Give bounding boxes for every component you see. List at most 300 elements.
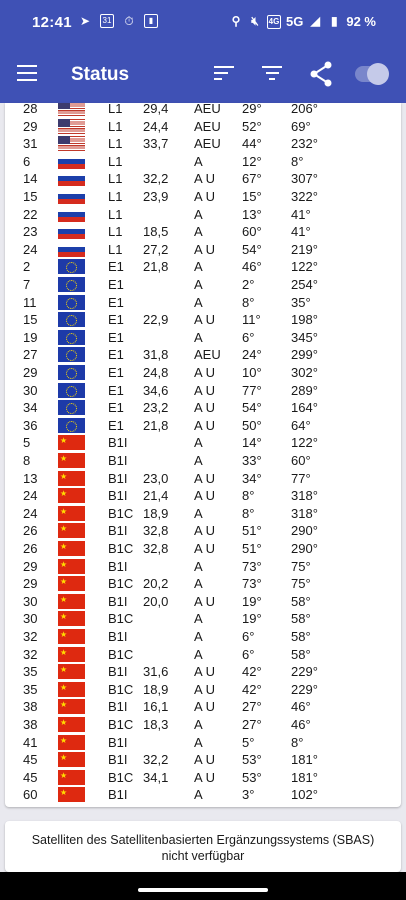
signal-strength: 34,1 (143, 769, 169, 785)
satellite-prn: 30 (23, 611, 38, 627)
azimuth: 206° (291, 103, 318, 116)
table-row[interactable] (5, 734, 401, 752)
azimuth: 229° (291, 681, 318, 697)
signal-strength: 20,2 (143, 576, 169, 592)
azimuth: 232° (291, 136, 318, 152)
flag-cn-icon (58, 541, 85, 556)
azimuth: 345° (291, 329, 318, 345)
carrier-band: L1 (108, 241, 123, 257)
satellite-prn: 29 (23, 576, 38, 592)
table-row[interactable] (5, 206, 401, 224)
satellite-prn: 2 (23, 259, 31, 275)
satellite-flags: A (194, 646, 203, 662)
azimuth: 46° (291, 699, 311, 715)
satellite-prn: 23 (23, 224, 38, 240)
satellite-flags: A (194, 277, 203, 292)
signal-strength: 21,4 (143, 488, 169, 504)
sbas-card (5, 821, 401, 872)
satellite-flags: A U (194, 400, 215, 416)
satellite-prn: 35 (23, 681, 38, 697)
elevation: 8° (242, 505, 255, 521)
azimuth: 318° (291, 505, 318, 521)
signal-strength: 20,0 (143, 593, 169, 609)
system-status-bar (0, 0, 406, 47)
table-row[interactable] (5, 103, 401, 118)
notification-icons (78, 14, 158, 29)
flag-cn-icon (58, 735, 85, 750)
carrier-band: B1C (108, 541, 134, 556)
flag-eu-icon (58, 365, 85, 380)
flag-eu-icon (58, 312, 85, 327)
azimuth: 60° (291, 453, 311, 468)
table-row[interactable] (5, 558, 401, 576)
satellite-prn: 22 (23, 206, 38, 222)
table-row[interactable] (5, 346, 401, 364)
satellite-flags: A (194, 558, 203, 574)
flag-cn-icon (58, 787, 85, 802)
sort-icon[interactable] (214, 66, 234, 84)
elevation: 11° (242, 312, 261, 328)
flag-cn-icon (58, 699, 85, 714)
elevation: 12° (242, 153, 262, 169)
flag-ru-icon (58, 207, 85, 222)
azimuth: 164° (291, 400, 318, 416)
signal-strength: 33,7 (143, 136, 169, 152)
satellite-prn: 6 (23, 153, 31, 169)
filter-icon[interactable] (262, 66, 282, 84)
satellite-flags: A (194, 329, 203, 345)
carrier-band: L1 (108, 136, 123, 152)
satellite-flags: A U (194, 681, 215, 697)
share-icon[interactable] (309, 61, 333, 87)
satellite-prn: 45 (23, 769, 38, 785)
satellite-prn: 24 (23, 488, 38, 504)
flag-cn-icon (58, 682, 85, 697)
elevation: 50° (242, 417, 262, 433)
azimuth: 318° (291, 488, 318, 504)
location-icon: ⚲ (231, 14, 241, 28)
carrier-band: L1 (108, 224, 123, 240)
signal-strength: 23,0 (143, 470, 169, 486)
satellite-prn: 41 (23, 734, 38, 750)
table-row[interactable] (5, 522, 401, 540)
satellite-prn: 29 (23, 365, 38, 380)
elevation: 19° (242, 611, 262, 627)
phone-icon: ▮ (144, 14, 158, 28)
satellite-prn: 15 (23, 312, 38, 328)
satellite-flags: A U (194, 470, 215, 486)
flag-ru-icon (58, 189, 85, 204)
satellite-flags: A U (194, 171, 215, 187)
table-row[interactable] (5, 417, 401, 435)
network-type: 5G (286, 14, 304, 29)
flag-eu-icon (58, 383, 85, 398)
elevation: 52° (242, 118, 262, 134)
azimuth: 102° (291, 787, 318, 803)
elevation: 42° (242, 664, 262, 680)
elevation: 54° (242, 241, 262, 257)
azimuth: 229° (291, 664, 318, 680)
elevation: 42° (242, 681, 262, 697)
satellite-flags: A U (194, 417, 215, 433)
elevation: 24° (242, 347, 262, 363)
flag-eu-icon (58, 347, 85, 362)
azimuth: 35° (291, 294, 311, 310)
table-row[interactable] (5, 329, 401, 347)
elevation: 54° (242, 400, 262, 416)
azimuth: 75° (291, 558, 311, 574)
signal-strength: 16,1 (143, 699, 169, 715)
satellite-prn: 8 (23, 453, 31, 468)
timer-icon: ⏱ (124, 14, 134, 28)
satellite-flags: A U (194, 189, 215, 204)
satellite-prn: 7 (23, 277, 31, 292)
elevation: 29° (242, 103, 262, 116)
satellite-prn: 32 (23, 646, 38, 662)
signal-strength: 31,8 (143, 347, 169, 363)
azimuth: 289° (291, 382, 318, 398)
satellite-prn: 36 (23, 417, 38, 433)
signal-strength: 23,2 (143, 400, 169, 416)
flag-cn-icon (58, 594, 85, 609)
carrier-band: B1I (108, 453, 128, 468)
table-row[interactable] (5, 311, 401, 329)
elevation: 77° (242, 382, 262, 398)
satellite-flags: A (194, 435, 203, 451)
table-row[interactable] (5, 487, 401, 505)
carrier-band: E1 (108, 417, 124, 433)
carrier-band: B1I (108, 664, 128, 680)
table-row[interactable] (5, 681, 401, 699)
table-row[interactable] (5, 135, 401, 153)
satellite-flags: A U (194, 769, 215, 785)
flag-cn-icon (58, 453, 85, 468)
azimuth: 122° (291, 435, 318, 451)
azimuth: 58° (291, 611, 311, 627)
carrier-band: L1 (108, 153, 123, 169)
satellite-flags: A U (194, 365, 215, 380)
carrier-band: B1I (108, 752, 128, 768)
satellite-prn: 29 (23, 118, 38, 134)
azimuth: 322° (291, 189, 318, 204)
flag-eu-icon (58, 418, 85, 433)
carrier-band: E1 (108, 294, 124, 310)
table-row[interactable] (5, 294, 401, 312)
sbas-message-line2: nicht verfügbar (161, 849, 245, 863)
flag-ru-icon (58, 242, 85, 257)
carrier-band: E1 (108, 365, 124, 380)
signal-strength: 31,6 (143, 664, 169, 680)
table-row[interactable] (5, 241, 401, 259)
elevation: 60° (242, 224, 262, 240)
carrier-band: B1I (108, 734, 128, 750)
flag-cn-icon (58, 506, 85, 521)
flag-cn-icon (58, 717, 85, 732)
satellite-prn: 27 (23, 347, 38, 363)
carrier-band: L1 (108, 118, 123, 134)
elevation: 13° (242, 206, 262, 222)
satellite-prn: 38 (23, 717, 38, 732)
satellite-flags: A (194, 206, 203, 222)
flag-us-icon (58, 119, 85, 134)
flag-ru-icon (58, 224, 85, 239)
flag-eu-icon (58, 400, 85, 415)
satellite-prn: 15 (23, 189, 38, 204)
toggle-knob[interactable] (367, 63, 389, 85)
elevation: 6° (242, 629, 255, 644)
satellite-prn: 5 (23, 435, 31, 451)
satellite-prn: 34 (23, 400, 38, 416)
satellite-prn: 45 (23, 752, 38, 768)
carrier-band: B1I (108, 470, 128, 486)
carrier-band: B1C (108, 769, 134, 785)
satellite-prn: 11 (23, 294, 37, 310)
app-bar (0, 47, 406, 103)
table-row[interactable] (5, 663, 401, 681)
satellite-prn: 14 (23, 171, 38, 187)
carrier-band: B1I (108, 787, 128, 803)
carrier-band: B1C (108, 646, 134, 662)
carrier-band: B1I (108, 558, 128, 574)
satellite-prn: 26 (23, 523, 38, 539)
elevation: 33° (242, 453, 262, 468)
satellite-flags: A U (194, 241, 215, 257)
carrier-band: L1 (108, 171, 123, 187)
carrier-band: E1 (108, 382, 124, 398)
flag-cn-icon (58, 647, 85, 662)
battery-icon: ▮ (331, 14, 338, 28)
table-row[interactable] (5, 399, 401, 417)
carrier-band: B1C (108, 576, 134, 592)
table-row[interactable] (5, 452, 401, 470)
table-row[interactable] (5, 276, 401, 294)
carrier-band: E1 (108, 312, 124, 328)
elevation: 73° (242, 558, 262, 574)
azimuth: 69° (291, 118, 311, 134)
page-title: Status (71, 64, 130, 85)
table-row[interactable] (5, 223, 401, 241)
home-gesture-handle[interactable] (138, 888, 268, 892)
table-row[interactable] (5, 188, 401, 206)
signal-strength: 22,9 (143, 312, 169, 328)
azimuth: 58° (291, 629, 311, 644)
azimuth: 58° (291, 593, 311, 609)
telegram-icon: ➤ (79, 14, 91, 28)
elevation: 67° (242, 171, 262, 187)
signal-strength: 18,9 (143, 505, 169, 521)
signal-strength: 18,5 (143, 224, 169, 240)
carrier-band: E1 (108, 347, 124, 363)
flag-cn-icon (58, 664, 85, 679)
elevation: 2° (242, 277, 255, 292)
azimuth: 41° (291, 224, 311, 240)
elevation: 34° (242, 470, 262, 486)
satellite-flags: A (194, 629, 203, 644)
elevation: 10° (242, 365, 262, 380)
flag-cn-icon (58, 488, 85, 503)
carrier-band: E1 (108, 329, 124, 345)
sbas-message-line1: Satelliten des Satellitenbasierten Ergänzungssystems (SBAS) (31, 833, 375, 847)
carrier-band: L1 (108, 206, 123, 222)
flag-ru-icon (58, 171, 85, 186)
satellite-prn: 29 (23, 558, 38, 574)
satellite-prn: 28 (23, 103, 38, 116)
satellite-flags: A U (194, 541, 215, 556)
elevation: 53° (242, 752, 262, 768)
table-row[interactable] (5, 364, 401, 382)
signal-strength: 32,2 (143, 171, 169, 187)
carrier-band: B1I (108, 629, 128, 644)
flag-us-icon (58, 136, 85, 151)
signal-strength: 23,9 (143, 189, 169, 204)
azimuth: 122° (291, 259, 318, 275)
azimuth: 290° (291, 523, 318, 539)
elevation: 53° (242, 769, 262, 785)
table-row[interactable] (5, 610, 401, 628)
table-row[interactable] (5, 751, 401, 769)
azimuth: 290° (291, 541, 318, 556)
carrier-band: B1I (108, 593, 128, 609)
flag-eu-icon (58, 259, 85, 274)
satellite-flags: AEU (194, 136, 221, 152)
satellite-flags: A U (194, 699, 215, 715)
carrier-band: B1C (108, 505, 134, 521)
elevation: 51° (242, 523, 262, 539)
azimuth: 299° (291, 347, 318, 363)
table-row[interactable] (5, 434, 401, 452)
satellite-prn: 30 (23, 382, 38, 398)
elevation: 8° (242, 294, 255, 310)
table-row[interactable] (5, 382, 401, 400)
satellite-prn: 38 (23, 699, 38, 715)
azimuth: 64° (291, 417, 311, 433)
carrier-band: B1C (108, 717, 134, 732)
elevation: 27° (242, 717, 262, 732)
table-row[interactable] (5, 769, 401, 787)
table-row[interactable] (5, 575, 401, 593)
signal-strength: 18,3 (143, 717, 169, 732)
elevation: 3° (242, 787, 255, 803)
flag-cn-icon (58, 752, 85, 767)
calendar-icon: 31 (100, 14, 114, 28)
carrier-band: L1 (108, 189, 123, 204)
azimuth: 58° (291, 646, 311, 662)
satellite-prn: 31 (23, 136, 38, 152)
satellite-prn: 24 (23, 241, 38, 257)
signal-strength: 32,8 (143, 541, 169, 556)
elevation: 46° (242, 259, 262, 275)
mute-icon: 🔇︎ (251, 14, 259, 28)
volte-icon: 4G (267, 15, 281, 29)
table-row[interactable] (5, 698, 401, 716)
system-icons (229, 14, 376, 29)
satellite-flags: A (194, 576, 203, 592)
table-row[interactable] (5, 716, 401, 734)
carrier-band: E1 (108, 400, 124, 416)
azimuth: 302° (291, 365, 318, 380)
table-row[interactable] (5, 540, 401, 558)
satellite-flags: A (194, 294, 203, 310)
table-row[interactable] (5, 628, 401, 646)
satellite-flags: A U (194, 488, 215, 504)
elevation: 73° (242, 576, 262, 592)
signal-strength: 29,4 (143, 103, 169, 116)
flag-eu-icon (58, 295, 85, 310)
satellite-table[interactable] (5, 103, 401, 807)
satellite-flags: A U (194, 593, 215, 609)
clock: 12:41 (32, 14, 72, 31)
table-row[interactable] (5, 170, 401, 188)
flag-cn-icon (58, 770, 85, 785)
carrier-band: L1 (108, 103, 123, 116)
table-row[interactable] (5, 786, 401, 804)
satellite-prn: 30 (23, 593, 38, 609)
elevation: 6° (242, 329, 255, 345)
satellite-prn: 32 (23, 629, 38, 644)
signal-strength: 34,6 (143, 382, 169, 398)
carrier-band: B1I (108, 435, 128, 451)
carrier-band: B1I (108, 488, 128, 504)
azimuth: 41° (291, 206, 311, 222)
satellite-flags: A U (194, 664, 215, 680)
azimuth: 181° (291, 752, 318, 768)
azimuth: 77° (291, 470, 311, 486)
battery-percent: 92 % (346, 14, 376, 29)
elevation: 51° (242, 541, 262, 556)
elevation: 44° (242, 136, 262, 152)
signal-strength: 24,4 (143, 118, 169, 134)
signal-icon: ◢ (310, 14, 320, 28)
table-row[interactable] (5, 593, 401, 611)
table-row[interactable] (5, 470, 401, 488)
menu-icon[interactable] (17, 65, 37, 81)
table-row[interactable] (5, 505, 401, 523)
carrier-band: B1I (108, 699, 128, 715)
table-row[interactable] (5, 258, 401, 276)
satellite-prn: 24 (23, 505, 38, 521)
table-row[interactable] (5, 153, 401, 171)
signal-strength: 21,8 (143, 417, 169, 433)
carrier-band: B1C (108, 681, 134, 697)
satellite-prn: 26 (23, 541, 38, 556)
signal-strength: 21,8 (143, 259, 169, 275)
flag-us-icon (58, 103, 85, 116)
azimuth: 198° (291, 312, 318, 328)
satellite-prn: 19 (23, 329, 38, 345)
table-row[interactable] (5, 646, 401, 664)
satellite-flags: A U (194, 312, 215, 328)
flag-cn-icon (58, 523, 85, 538)
satellite-flags: A (194, 453, 203, 468)
flag-cn-icon (58, 471, 85, 486)
satellite-prn: 35 (23, 664, 38, 680)
elevation: 6° (242, 646, 255, 662)
table-row[interactable] (5, 118, 401, 136)
satellite-flags: A (194, 787, 203, 803)
flag-cn-icon (58, 435, 85, 450)
satellite-prn: 13 (23, 470, 38, 486)
carrier-band: B1I (108, 523, 128, 539)
satellite-flags: AEU (194, 347, 221, 363)
signal-strength: 27,2 (143, 241, 169, 257)
azimuth: 219° (291, 241, 318, 257)
satellite-flags: A U (194, 523, 215, 539)
satellite-flags: A U (194, 382, 215, 398)
flag-eu-icon (58, 277, 85, 292)
satellite-flags: A U (194, 752, 215, 768)
elevation: 19° (242, 593, 262, 609)
carrier-band: E1 (108, 259, 124, 275)
